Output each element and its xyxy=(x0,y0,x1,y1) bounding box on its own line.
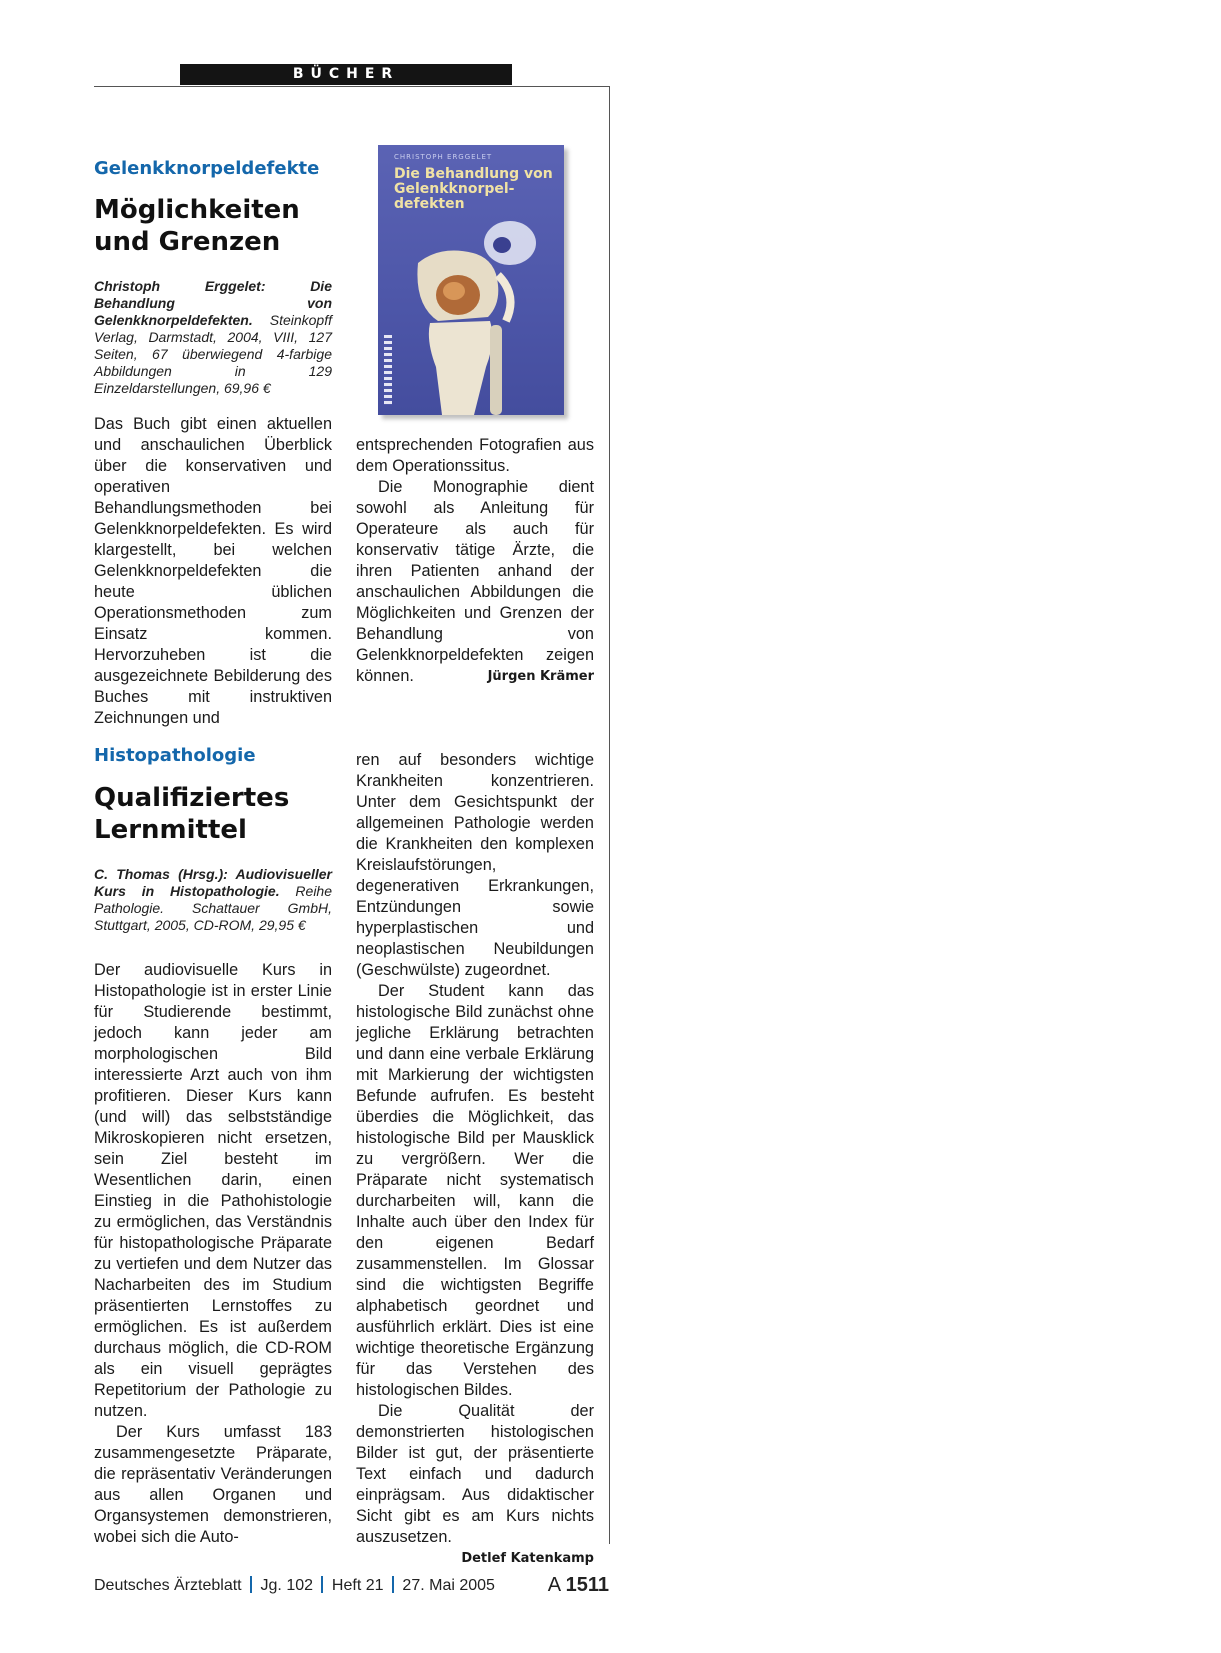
footer-issue: Heft 21 xyxy=(331,1577,384,1594)
cover-title: Die Behandlung von Gelenkknorpel-defekten xyxy=(394,166,553,212)
review1-biblio-details: Steinkopff Verlag, Darmstadt, 2004, VIII, 127 Seiten, 67 überwiegend 4-farbige Abbildungen in 129 Einzeldarstellungen, 69,96 € xyxy=(94,312,332,396)
review1-column-1 xyxy=(94,414,332,729)
cover-author: CHRISTOPH ERGGELET xyxy=(394,153,493,161)
review2-col2-para1: ren auf besonders wichtige Krankheiten konzentrieren. Unter dem Gesichtspunkt der allgemeinen Pathologie werden die Krankheiten den komplexen Kreislaufstörungen, degenerativen Erkrankungen, Entzündungen sowie hyperplastischen und neoplastischen Neubildungen (Geschwülste) zugeordnet. xyxy=(356,751,594,979)
review2-bibliography xyxy=(94,866,332,934)
review2-col1-para1: Der audiovisuelle Kurs in Histopathologie ist in erster Linie für Studierende bestimmt, jedoch kann jeder am morphologischen Bild interessierte Arzt auch von ihm profitieren. Dieser Kurs kann (und will) das selbstständige Mikroskopieren nicht ersetzen, sein Ziel besteht im Wesentlichen darin, einen Einstieg in die Pathohistologie zu ermöglichen, das Verständnis für histopathologische Präparate zu vertiefen und dem Nutzer das Nacharbeiten des im Studium präsentierten Lernstoffes zu ermöglichen. Es ist außerdem durchaus möglich, die CD-ROM als ein visuell geprägtes Repetitorium der Pathologie zu nutzen. xyxy=(94,961,332,1420)
review2-author: Detlef Katenkamp xyxy=(461,1551,594,1566)
review1-col1-text: Das Buch gibt einen aktuellen und anschaulichen Überblick über die konservativen und operativen Behandlungsmethoden bei Gelenkknorpeldefekten. Es wird klargestellt, bei welchen Gelenkknorpeldefekten die heute üblichen Operationsmethoden zum Einsatz kommen. Hervorzuheben ist die ausgezeichnete Bebilderung des Buches mit instruktiven Zeichnungen und xyxy=(94,415,332,727)
review1-col2-para2 xyxy=(356,477,594,687)
review2-biblio-title: C. Thomas (Hrsg.): Audiovisueller Kurs in Histopathologie. xyxy=(94,866,332,899)
page-number xyxy=(548,1574,609,1597)
review1-biblio-title: Christoph Erggelet: Die Behandlung von Gelenkknorpeldefekten. xyxy=(94,278,332,328)
knee-illustration xyxy=(378,145,564,415)
page-number-value: 1511 xyxy=(565,1574,609,1596)
footer-date: 27. Mai 2005 xyxy=(402,1577,495,1594)
page-footer xyxy=(94,1576,609,1600)
footer-separator xyxy=(321,1576,323,1593)
header-rule xyxy=(94,86,609,87)
section-header: BÜCHER xyxy=(180,64,512,85)
column-rule xyxy=(609,86,610,1544)
review2-col2-para3 xyxy=(356,1401,594,1566)
review2-biblio-details: Reihe Pathologie. Schattauer GmbH, Stuttgart, 2005, CD-ROM, 29,95 € xyxy=(94,883,333,933)
cover-barcode-strip xyxy=(384,335,392,405)
book-cover-image xyxy=(378,145,564,415)
review2-kicker: Histopathologie xyxy=(94,745,256,766)
review2-col1-para2: Der Kurs umfasst 183 zusammengesetzte Präparate, die repräsentativ Veränderungen aus allen Organen und Organsystemen demonstrieren, wobei sich die Auto- xyxy=(94,1423,332,1546)
review1-col2-para1: entsprechenden Fotografien aus dem Operationssitus. xyxy=(356,436,594,475)
review1-col2-para2-text: Die Monographie dient sowohl als Anleitung für Operateure als auch für konservativ tätige Ärzte, die ihren Patienten anhand der anschaulichen Abbildungen die Möglichkeiten und Grenzen der Behandlung von Gelenkknorpeldefekten zeigen können. xyxy=(356,478,594,685)
footer-volume: Jg. 102 xyxy=(260,1577,314,1594)
footer-separator xyxy=(250,1576,252,1593)
review1-column-2 xyxy=(356,435,594,687)
review2-col2-para2: Der Student kann das histologische Bild zunächst ohne jegliche Erklärung betrachten und dann eine verbale Erklärung mit Markierung der wichtigsten Befunde aufrufen. Es besteht überdies die Möglichkeit, das histologische Bild per Mausklick zu vergrößern. Wer die Präparate nicht systematisch durcharbeiten will, kann die Inhalte auch über den Index für den eigenen Bedarf zusammenstellen. Im Glossar sind die wichtigsten Begriffe alphabetisch geordnet und ausführlich erklärt. Dies ist eine wichtige theoretische Ergänzung für das Verstehen des histologischen Bildes. xyxy=(356,982,594,1399)
review2-column-2 xyxy=(356,750,594,1569)
page-prefix: A xyxy=(547,1574,561,1596)
footer-separator xyxy=(392,1576,394,1593)
review1-bibliography xyxy=(94,278,332,397)
review2-headline: Qualifiziertes Lernmittel xyxy=(94,783,290,845)
review2-col2-para3-text: Die Qualität der demonstrierten histologischen Bilder ist gut, der präsentierte Text einfach und dadurch einprägsam. Aus didaktischer Sicht gibt es am Kurs nichts auszusetzen. xyxy=(356,1402,594,1546)
review1-kicker: Gelenkknorpeldefekte xyxy=(94,158,320,179)
review1-headline: Möglichkeiten und Grenzen xyxy=(94,195,300,257)
review2-column-1 xyxy=(94,960,332,1548)
footer-journal: Deutsches Ärzteblatt xyxy=(94,1577,242,1594)
review1-author: Jürgen Krämer xyxy=(487,669,594,684)
